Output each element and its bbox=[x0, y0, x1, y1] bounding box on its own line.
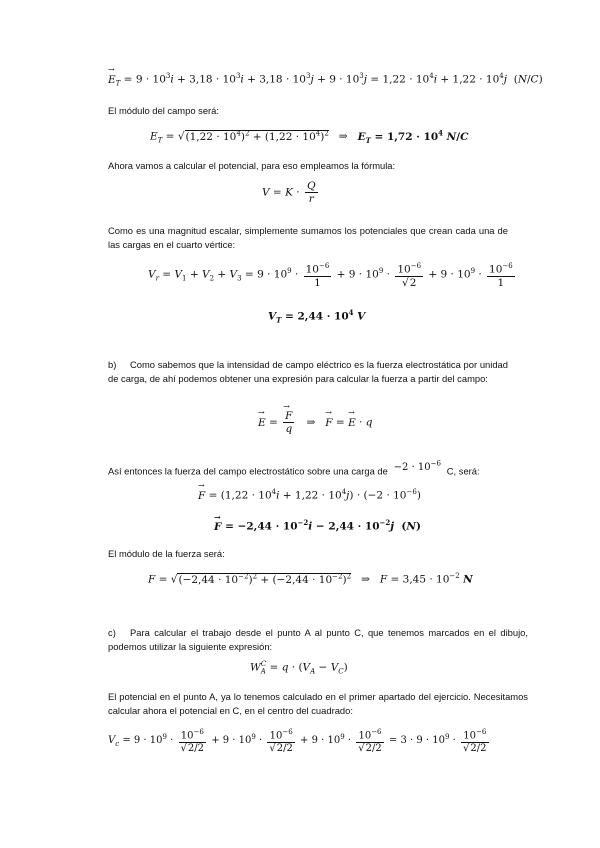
equation-force-relation: → E = → $\frac{F}{q}$ ⇒ → F = → E · q bbox=[258, 410, 372, 435]
equation-potential-sum: $V_r = V_1 + V_2 + V_3 = 9 \cdot 10^9$ · $\frac{10^{-6}}{1}$ + $9 \cdot 10^9$ · $\frac{10^{-6}}{√2}$ + $9 \cdot 10^9$ · $\frac{10^{-6}}{1}$ bbox=[148, 262, 513, 289]
equation-field-module: $E_T = √(1,22 \cdot 10^4)^2 + (1,22 \cdot 10^4)^2$ ⇒ $E_T = 1,72 \cdot 10^4$ N/C bbox=[150, 128, 469, 145]
paragraph-work-text: Para calcular el trabajo desde el punto A al punto C, que tenemos marcados en el dibujo, podemos utilizar la siguiente expresión: bbox=[108, 627, 528, 652]
paragraph-force-charge bbox=[108, 462, 528, 479]
equation-potential-formula: V = K · $\frac{Q}{r}$ bbox=[262, 180, 316, 205]
equation-vector-field: → $E_T = 9 \cdot 10^3i + 3,18 \cdot 10^3i + 3,18 \cdot 10^3j + 9 \cdot 10^3j = 1,22 \cdot 10^4i + 1,22 \cdot 10^4j$ (N/C) bbox=[108, 72, 543, 88]
paragraph-force-module: El módulo de la fuerza será: bbox=[108, 548, 225, 559]
equation-force-product: → $F = (1,22 \cdot 10^4i + 1,22 \cdot 10^4j) \cdot (-2 \cdot 10^{-6})$ bbox=[198, 488, 421, 502]
equation-potential-result: $V_T = 2,44 \cdot 10^4$ V bbox=[268, 308, 366, 325]
paragraph-work-intro bbox=[108, 626, 528, 653]
equation-force-module: $F = √(-2,44 \cdot 10^{-2})^2 + (-2,44 \cdot 10^{-2})^2$ ⇒ $F = 3,45 \cdot 10^{-2}$ N bbox=[148, 572, 473, 586]
section-label-b: b) bbox=[108, 359, 117, 370]
paragraph-force-intro bbox=[108, 358, 508, 385]
paragraph-field-module: El módulo del campo será: bbox=[108, 105, 219, 116]
equation-force-result: → $F = -2,44 \cdot 10^{-2}i - 2,44 \cdot 10^{-2}j$ (N) bbox=[214, 518, 421, 533]
section-label-c: c) bbox=[108, 627, 116, 638]
paragraph-potential-intro: Ahora vamos a calcular el potencial, para eso empleamos la fórmula: bbox=[108, 160, 396, 171]
charge-value: $-2 \cdot 10^{-6}$ bbox=[390, 460, 441, 474]
paragraph-force-charge-b: C, será: bbox=[446, 465, 480, 477]
equation-potential-center: $V_c = 9 \cdot 10^9$ · $\frac{10^{-6}}{√2/2}$ + $9 \cdot 10^9$ · $\frac{10^{-6}}{√2/2}$ + $9 \cdot 10^9$ · $\frac{10^{-6}}{√2/2}$ = $3 \cdot 9 \cdot 10^9$ · $\frac{10^{-6}}{√2/2}$ bbox=[108, 728, 487, 755]
equation-work: $W_A^C = q \cdot (V_A - V_C)$ bbox=[250, 660, 348, 676]
paragraph-force-text: Como sabemos que la intensidad de campo eléctrico es la fuerza electrostática por unidad de carga, de ahí podemos obtener una expresión para calcular la fuerza a partir del campo: bbox=[108, 359, 508, 384]
paragraph-potential-center: El potencial en el punto A, ya lo tenemos calculado en el primer apartado del ejercicio. Necesitamos calcular ahora el potencial en C, en el centro del cuadrado: bbox=[108, 691, 528, 716]
paragraph-scalar-sum: Como es una magnitud escalar, simplemente sumamos los potenciales que crean cada una de las cargas en el cuarto vértice: bbox=[108, 225, 508, 250]
paragraph-force-charge-a: Así entonces la fuerza del campo electrostático sobre una carga de bbox=[108, 465, 388, 477]
